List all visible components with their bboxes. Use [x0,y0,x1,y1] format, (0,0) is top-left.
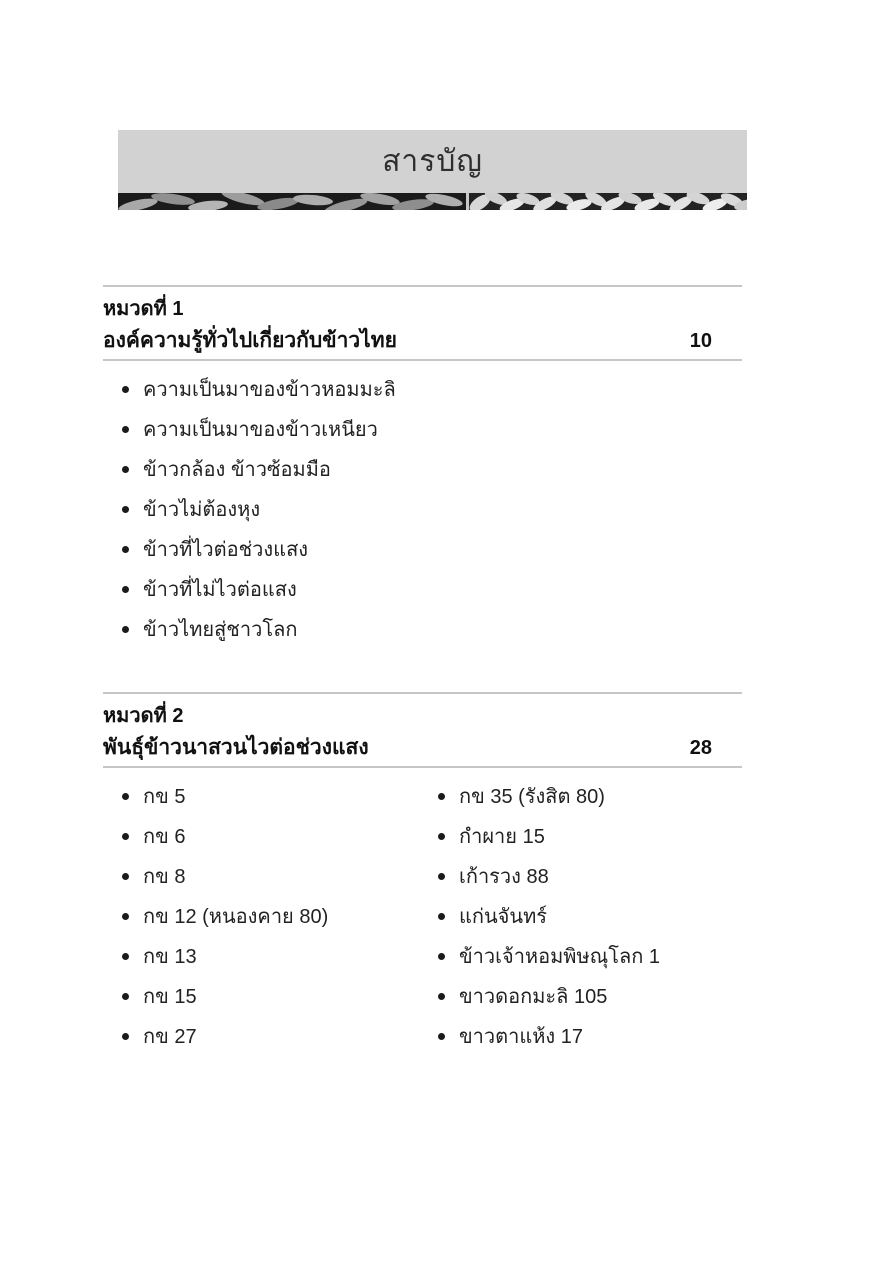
toc-item-label: กข 35 (รังสิต 80) [459,786,605,808]
section-page-number: 10 [689,330,712,352]
toc-item [438,976,742,1016]
column-right [419,768,742,1056]
divider [103,692,742,694]
bullet-icon [122,873,129,880]
bullet-icon [122,793,129,800]
toc-item [438,936,742,976]
toc-item-label: ขาวตาแห้ง 17 [459,1026,583,1048]
toc-item-label: กข 5 [143,786,186,808]
toc-section-1 [103,285,742,649]
toc-item [438,776,742,816]
toc-item-label: กข 27 [143,1026,197,1048]
section-title-row [103,733,742,763]
bullet-icon [122,506,129,513]
bullet-icon [122,386,129,393]
toc-item [122,369,742,409]
toc-item [122,449,742,489]
section-label: หมวดที่ 1 [103,298,184,320]
toc-item-label: ความเป็นมาของข้าวหอมมะลิ [143,379,396,401]
toc-item [438,816,742,856]
bullet-icon [122,1033,129,1040]
toc-item-label: เก้ารวง 88 [459,866,549,888]
bullet-icon [438,913,445,920]
toc-item [122,529,742,569]
toc-item [122,976,419,1016]
section-1-items [122,369,742,649]
header-banner [118,130,747,210]
toc-section-2 [103,692,742,1056]
column-left [103,768,419,1056]
section-title: องค์ความรู้ทั่วไปเกี่ยวกับข้าวไทย [103,329,397,352]
toc-item-label: ข้าวที่ไม่ไวต่อแสง [143,579,297,601]
toc-item-label: ข้าวไม่ต้องหุง [143,499,261,521]
divider [103,285,742,287]
bullet-icon [438,793,445,800]
bullet-icon [122,953,129,960]
section-title: พันธุ์ข้าวนาสวนไวต่อช่วงแสง [103,736,369,759]
bullet-icon [122,586,129,593]
toc-item-label: กข 8 [143,866,186,888]
section-2-items-left [122,776,419,1056]
toc-item-label: กำผาย 15 [459,826,545,848]
toc-item [438,1016,742,1056]
bullet-icon [122,426,129,433]
bullet-icon [122,626,129,633]
section-2-items-right [438,776,742,1056]
toc-item [122,569,742,609]
toc-item-label: ข้าวกล้อง ข้าวซ้อมมือ [143,459,331,481]
toc-item-label: กข 12 (หนองคาย 80) [143,906,329,928]
bullet-icon [438,1033,445,1040]
banner-gray-panel [118,130,747,193]
toc-item [122,609,742,649]
bullet-icon [438,993,445,1000]
bullet-icon [122,466,129,473]
toc-item-label: ขาวดอกมะลิ 105 [459,986,608,1008]
toc-item-label: กข 6 [143,826,186,848]
rice-grains-photo [118,193,747,210]
toc-item [122,936,419,976]
bullet-icon [122,913,129,920]
toc-item [122,896,419,936]
toc-item-label: ความเป็นมาของข้าวเหนียว [143,419,378,441]
section-label: หมวดที่ 2 [103,705,184,727]
divider [103,359,742,361]
bullet-icon [438,953,445,960]
section-title-row [103,326,742,356]
toc-item [438,856,742,896]
toc-item [122,489,742,529]
toc-item-label: กข 13 [143,946,197,968]
toc-item-label: กข 15 [143,986,197,1008]
toc-item-label: ข้าวที่ไวต่อช่วงแสง [143,539,309,561]
toc-item [122,816,419,856]
bullet-icon [438,833,445,840]
toc-item [122,776,419,816]
bullet-icon [438,873,445,880]
section-2-columns [103,768,742,1056]
toc-item [122,1016,419,1056]
bullet-icon [122,833,129,840]
page-title: สารบัญ [382,145,483,178]
toc-item-label: ข้าวไทยสู่ชาวโลก [143,619,298,641]
toc-item [122,409,742,449]
toc-item-label: แก่นจันทร์ [459,906,547,928]
bullet-icon [122,993,129,1000]
section-page-number: 28 [689,737,712,759]
toc-item [438,896,742,936]
bullet-icon [122,546,129,553]
toc-item [122,856,419,896]
toc-item-label: ข้าวเจ้าหอมพิษณุโลก 1 [459,946,661,968]
